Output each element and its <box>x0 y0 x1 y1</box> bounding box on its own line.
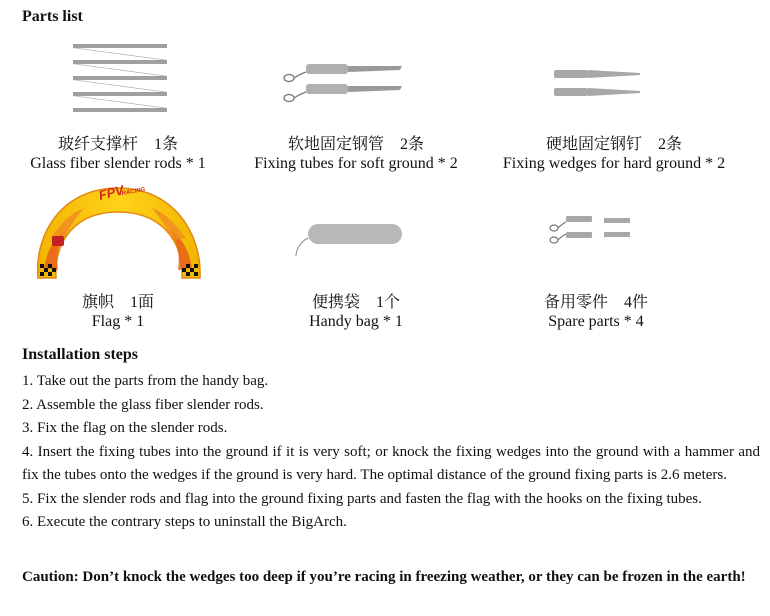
fixing-tubes-icon <box>226 36 486 136</box>
part-label-en: Flag * 1 <box>91 313 145 330</box>
part-label-cn: 旗帜 1面 <box>81 294 154 311</box>
part-label-en: Glass fiber slender rods * 1 <box>30 155 206 172</box>
part-label-en: Fixing tubes for soft ground * 2 <box>254 155 458 172</box>
handy-bag-icon <box>226 198 486 298</box>
part-label-cn: 便携袋 1个 <box>311 294 400 311</box>
step-item: 2. Assemble the glass fiber slender rods. <box>22 396 264 413</box>
part-label-cn: 软地固定钢管 2条 <box>287 136 424 153</box>
part-label-cn: 备用零件 4件 <box>543 294 648 311</box>
step-item: 6. Execute the contrary steps to uninstall the BigArch. <box>22 514 347 530</box>
spare-parts-icon <box>466 198 726 298</box>
part-label-cn: 硬地固定钢钉 2条 <box>545 136 682 153</box>
flag-arch-icon <box>0 178 248 288</box>
installation-steps-list <box>22 370 760 535</box>
flag-logo-subtext: RACING <box>121 186 146 197</box>
fixing-wedges-icon <box>484 36 744 136</box>
part-label-en: Spare parts * 4 <box>548 313 644 330</box>
step-item: 4. Insert the fixing tubes into the ground if it is very soft; or knock the fixing wedges into the ground with a hammer and fix the tubes onto the wedges if the ground is very hard. The optimal distance of the ground fixing parts is 2.6 meters. <box>22 443 760 483</box>
part-label-en: Fixing wedges for hard ground * 2 <box>502 155 726 172</box>
step-item: 3. Fix the flag on the slender rods. <box>22 420 228 436</box>
installation-steps-title: Installation steps <box>22 346 139 363</box>
step-item: 5. Fix the slender rods and flag into the ground fixing parts and fasten the flag with the hooks on the fixing tubes. <box>22 490 702 507</box>
part-label-cn: 玻纤支撑杆 1条 <box>57 136 178 153</box>
flag-logo-text: FPV <box>97 182 126 203</box>
rods-icon <box>0 36 248 136</box>
step-item: 1. Take out the parts from the handy bag. <box>22 373 269 389</box>
part-label-en: Handy bag * 1 <box>309 313 403 330</box>
parts-list-title: Parts list <box>22 8 83 25</box>
caution-note: Caution: Don’t knock the wedges too deep if you’re racing in freezing weather, or they can be frozen in the earth! <box>22 569 746 585</box>
